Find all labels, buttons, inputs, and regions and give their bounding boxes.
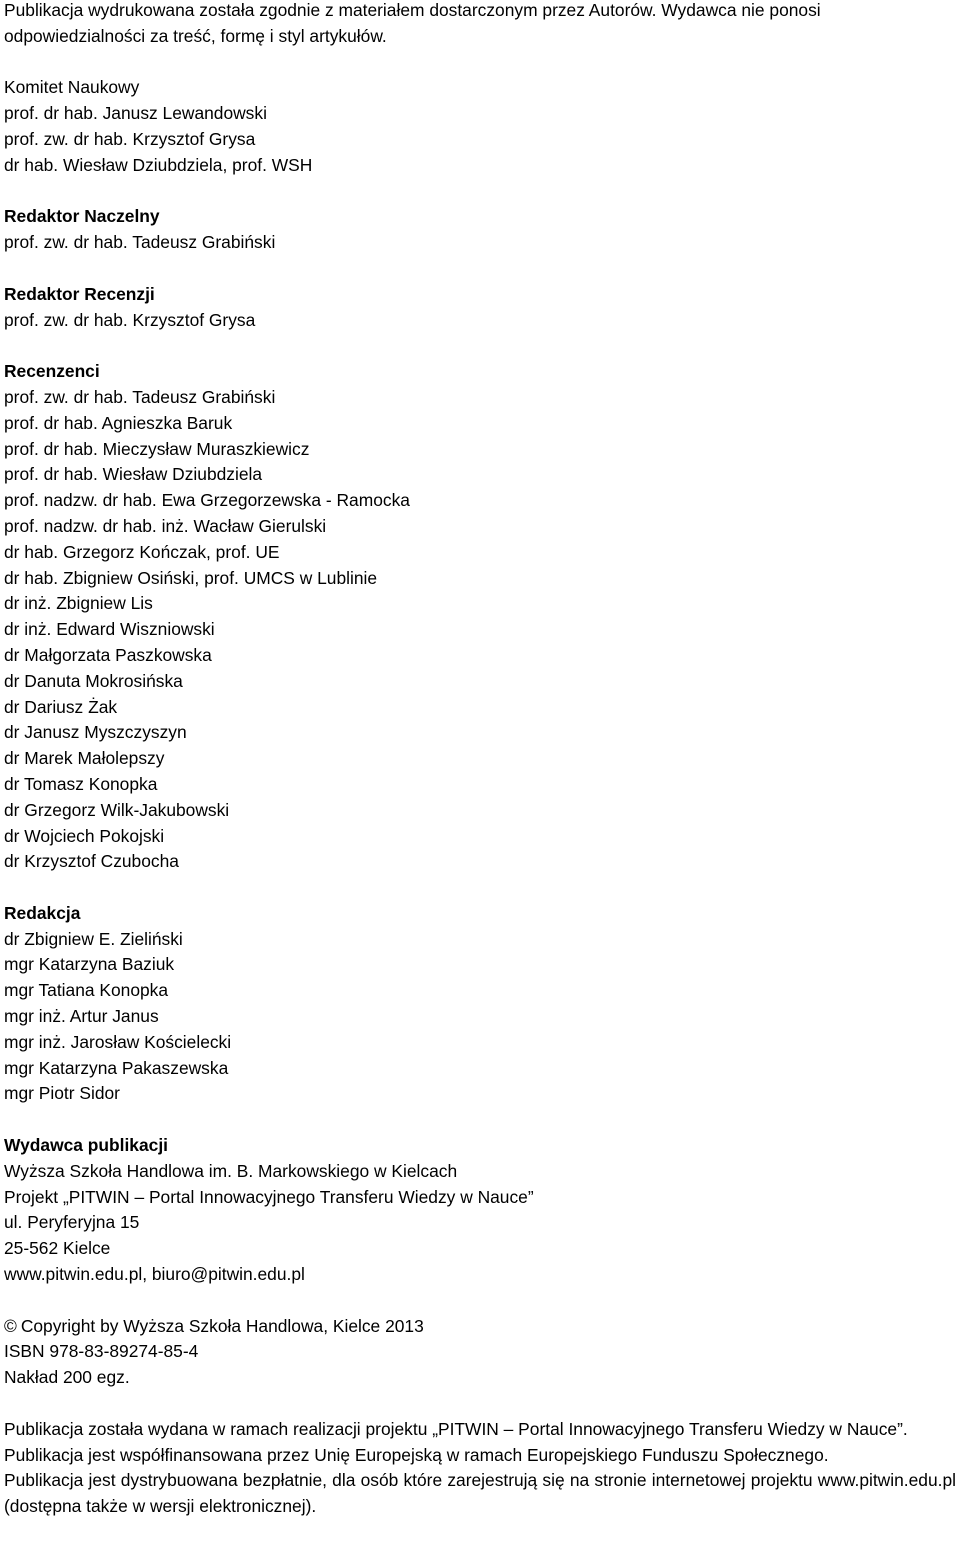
editorial-member: mgr Tatiana Konopka [4,980,169,1001]
copyright-icon: © [4,1315,17,1336]
disclaimer [4,0,956,50]
reviewer-name: prof. dr hab. Mieczysław Muraszkiewicz [4,438,310,459]
editorial-member: mgr Piotr Sidor [4,1083,120,1104]
reviewer-name: dr Małgorzata Paszkowska [4,644,212,665]
editorial-member: mgr inż. Artur Janus [4,1006,159,1027]
publisher-line: Projekt „PITWIN – Portal Innowacyjnego Transferu Wiedzy w Nauce” [4,1186,534,1207]
reviewers-list [4,385,956,875]
reviewer-name: dr Danuta Mokrosińska [4,670,183,691]
document-page [4,0,956,1520]
publisher-line: 25-562 Kielce [4,1238,111,1259]
disclaimer-line: odpowiedzialności za treść, formę i styl artykułów. [4,25,387,46]
notes-section [4,1417,956,1520]
reviewer-name: dr hab. Zbigniew Osiński, prof. UMCS w Lublinie [4,567,378,588]
reviewer-name: dr inż. Zbigniew Lis [4,593,153,614]
committee-member: prof. zw. dr hab. Krzysztof Grysa [4,128,256,149]
reviewer-name: dr hab. Grzegorz Kończak, prof. UE [4,541,280,562]
section-heading: Wydawca publikacji [4,1135,168,1156]
editorial-member: mgr Katarzyna Baziuk [4,954,175,975]
review-editor-section [4,282,956,334]
editorial-member: mgr Katarzyna Pakaszewska [4,1057,229,1078]
reviewer-name: dr Krzysztof Czubocha [4,851,179,872]
section-heading: Redaktor Recenzji [4,283,155,304]
disclaimer-line: Publikacja wydrukowana została zgodnie z materiałem dostarczonym przez Autorów. Wydawca nie ponosi [4,0,821,20]
reviewer-name: dr Marek Małolepszy [4,748,165,769]
editor-name: prof. zw. dr hab. Tadeusz Grabiński [4,232,276,253]
reviewer-name: prof. zw. dr hab. Tadeusz Grabiński [4,386,276,407]
section-heading: Recenzenci [4,361,100,382]
rights-section [4,1314,956,1391]
note-paragraph: Publikacja została wydana w ramach realizacji projektu „PITWIN – Portal Innowacyjnego Transferu Wiedzy w Nauce”. [4,1418,908,1439]
section-heading: Komitet Naukowy [4,77,140,98]
editorial-list [4,927,956,1108]
publisher-line: Wyższa Szkoła Handlowa im. B. Markowskiego w Kielcach [4,1160,458,1181]
reviewer-name: dr Tomasz Konopka [4,773,158,794]
editor-name: prof. zw. dr hab. Krzysztof Grysa [4,309,256,330]
reviewer-name: dr inż. Edward Wiszniowski [4,619,215,640]
editor-in-chief-section [4,204,956,256]
reviewer-name: dr Dariusz Żak [4,696,118,717]
publisher-line: ul. Peryferyjna 15 [4,1212,140,1233]
scientific-committee-section [4,75,956,178]
circulation: Nakład 200 egz. [4,1367,130,1388]
reviewer-name: dr Wojciech Pokojski [4,825,165,846]
reviewer-name: prof. dr hab. Agnieszka Baruk [4,412,233,433]
note-paragraph: Publikacja jest dystrybuowana bezpłatnie, dla osób które zarejestrują się na stronie internetowej projektu www.pitwin.edu.pl (dostępna także w wersji elektronicznej). [4,1470,956,1517]
reviewers-section [4,359,956,875]
reviewer-name: prof. dr hab. Wiesław Dziubdziela [4,464,263,485]
reviewer-name: prof. nadzw. dr hab. Ewa Grzegorzewska - Ramocka [4,490,410,511]
isbn: ISBN 978-83-89274-85-4 [4,1341,199,1362]
section-heading: Redakcja [4,902,81,923]
committee-member: prof. dr hab. Janusz Lewandowski [4,103,267,124]
committee-member: dr hab. Wiesław Dziubdziela, prof. WSH [4,154,313,175]
editorial-section [4,901,956,1107]
editorial-member: dr Zbigniew E. Zieliński [4,928,183,949]
section-heading: Redaktor Naczelny [4,206,160,227]
editorial-member: mgr inż. Jarosław Kościelecki [4,1031,232,1052]
publisher-contact: www.pitwin.edu.pl, biuro@pitwin.edu.pl [4,1264,305,1285]
publisher-section [4,1133,956,1288]
reviewer-name: dr Grzegorz Wilk-Jakubowski [4,799,230,820]
reviewer-name: dr Janusz Myszczyszyn [4,722,187,743]
copyright-line [4,1314,956,1340]
reviewer-name: prof. nadzw. dr hab. inż. Wacław Gierulski [4,515,327,536]
note-paragraph: Publikacja jest współfinansowana przez Unię Europejską w ramach Europejskiego Funduszu Społecznego. [4,1444,829,1465]
copyright-text: Copyright by Wyższa Szkoła Handlowa, Kielce 2013 [20,1315,424,1336]
